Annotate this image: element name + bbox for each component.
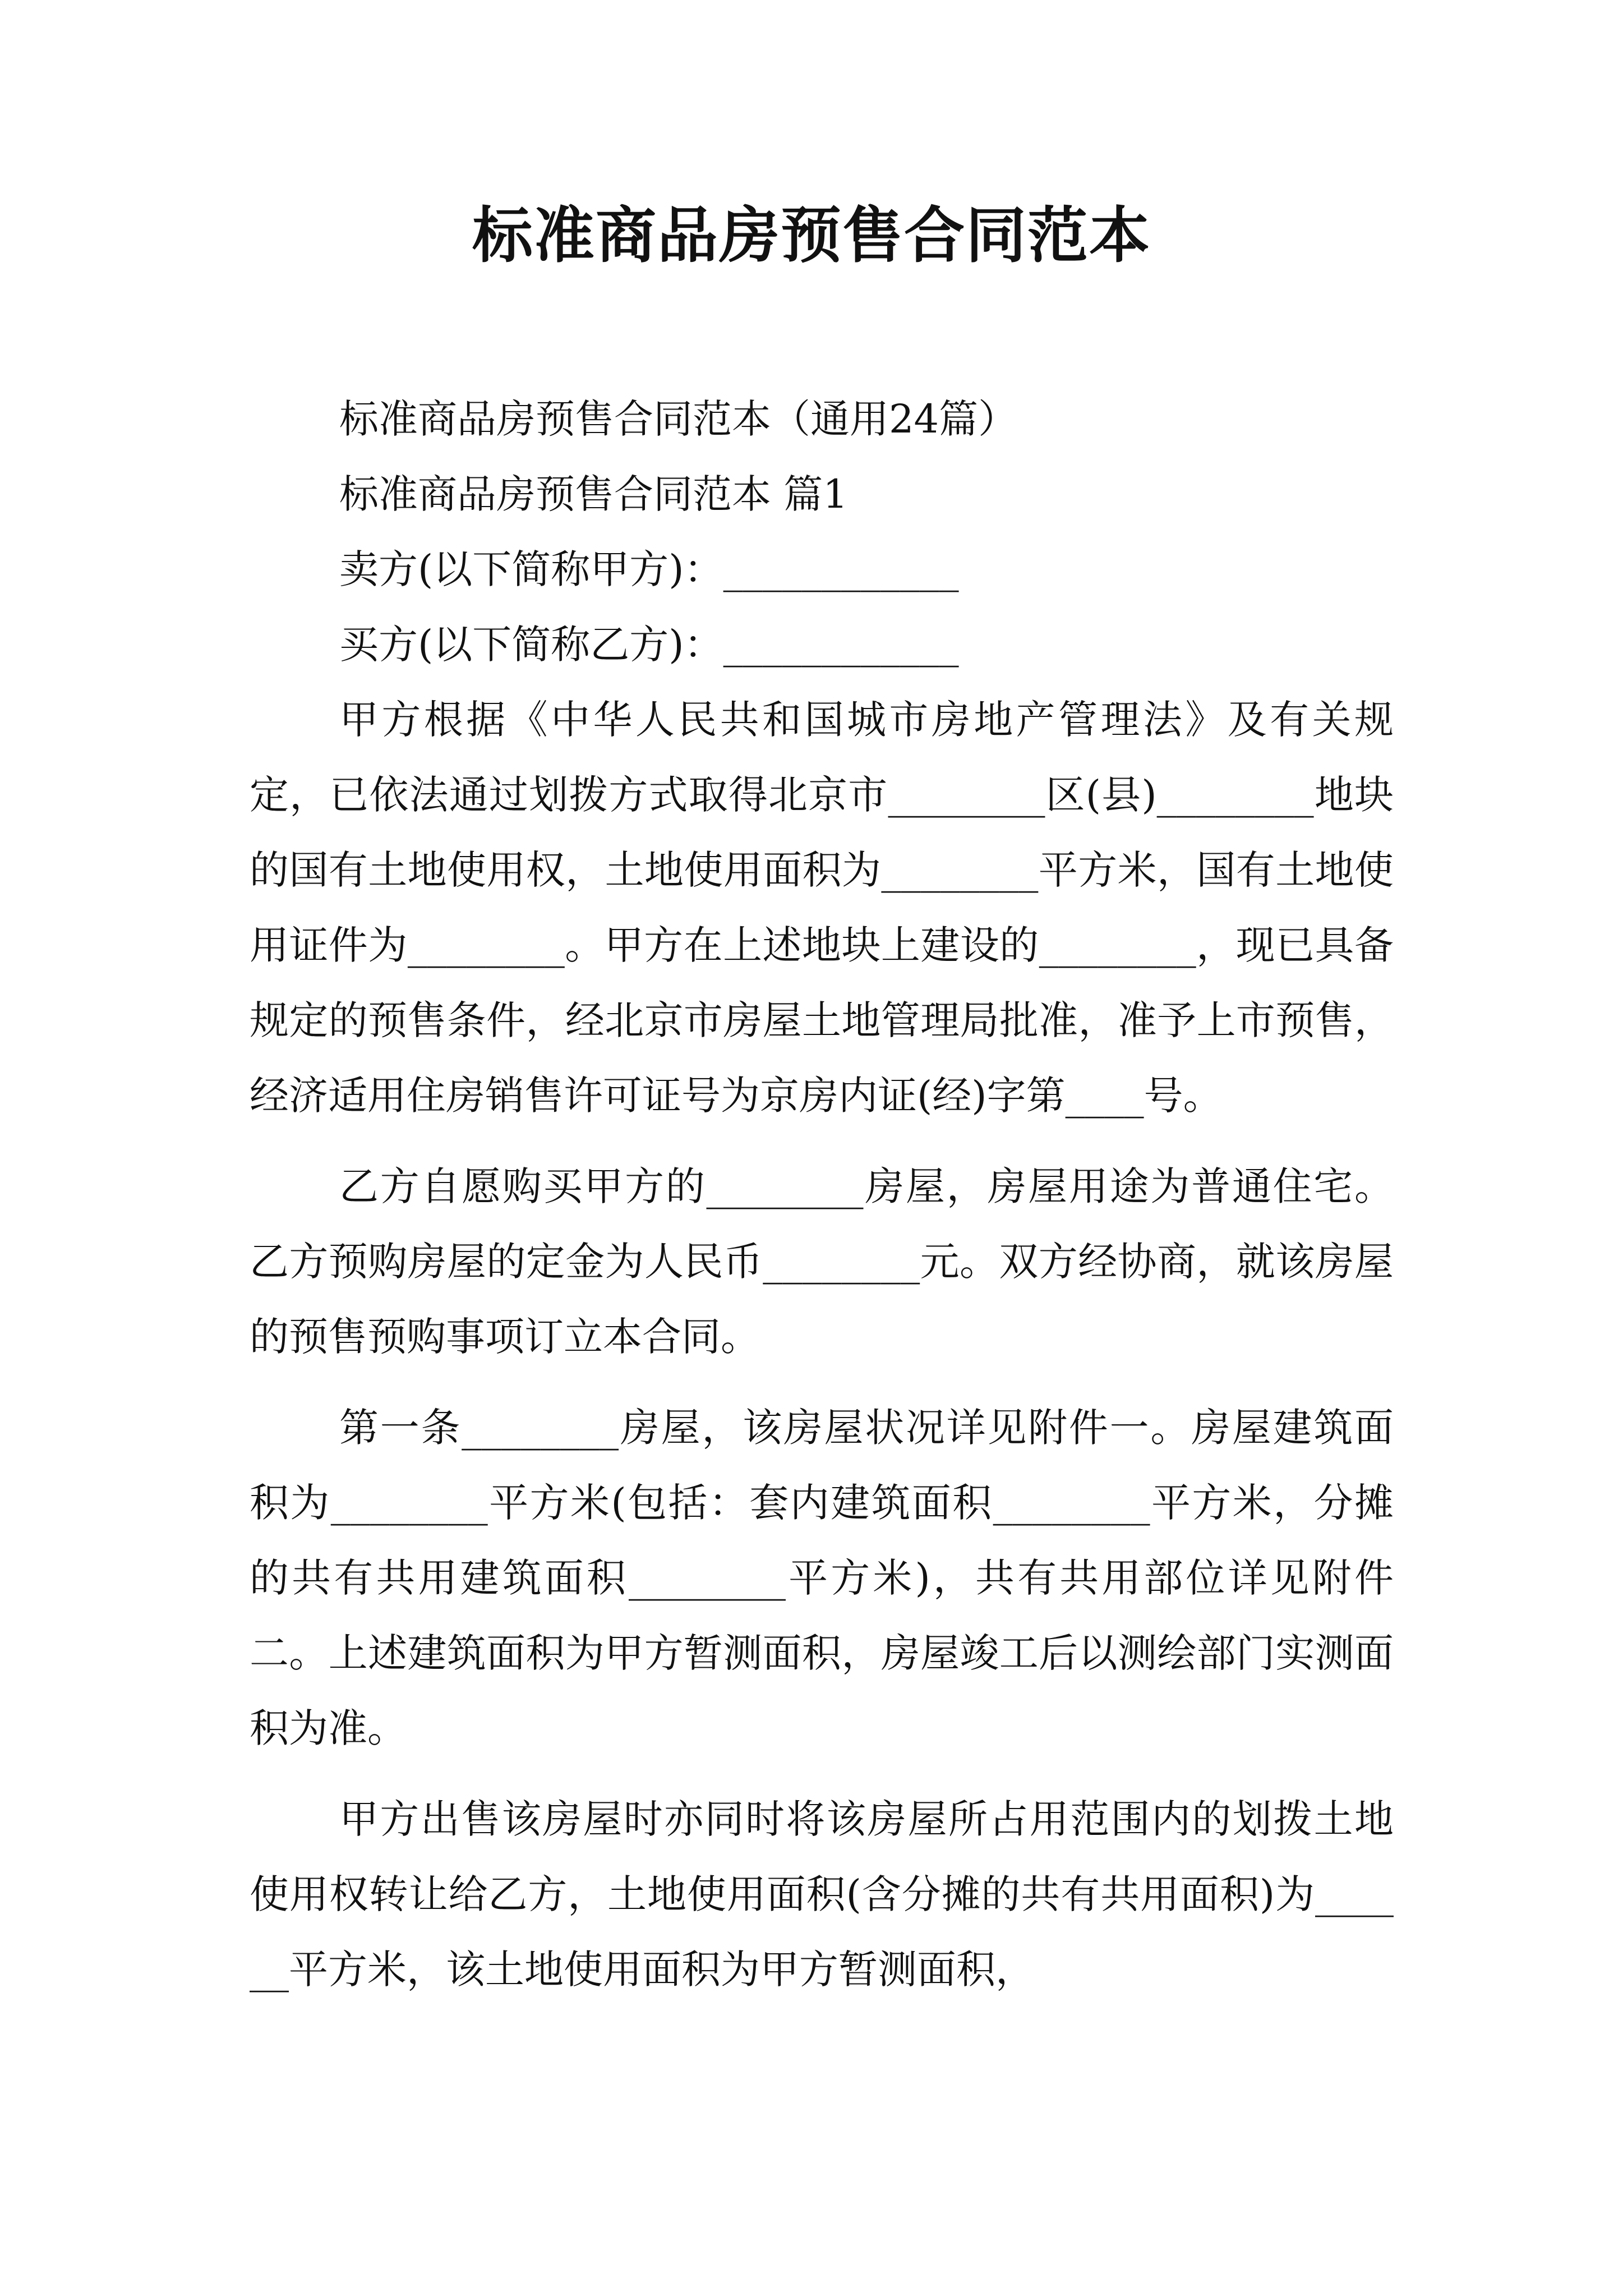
paragraph-buyer: 买方(以下简称乙方)：____________ <box>339 622 959 668</box>
paragraph-preamble: 甲方根据《中华人民共和国城市房地产管理法》及有关规定，已依法通过划拨方式取得北京市________区(县)________地块的国有土地使用权，土地使用面积为________平方米，国有土地使用证件为________。甲方在上述地块上建设的________，现已具备规定的预售条件，经北京市房屋土地管理局批准，准予上市预售，经济适用住房销售许可证号为京房内证(经)字第____号。 <box>250 697 1394 1119</box>
paragraph-purchase-intent: 乙方自愿购买甲方的________房屋，房屋用途为普通住宅。乙方预购房屋的定金为人民币________元。双方经协商，就该房屋的预售预购事项订立本合同。 <box>250 1163 1394 1360</box>
document-title: 标准商品房预售合同范本 <box>472 200 1151 271</box>
paragraph-section-heading: 标准商品房预售合同范本 篇1 <box>339 471 848 517</box>
paragraph-article-1: 第一条________房屋，该房屋状况详见附件一。房屋建筑面积为________平方米(包括：套内建筑面积________平方米，分摊的共有共用建筑面积________平方米)，共有共用部位详见附件二。上述建筑面积为甲方暂测面积，房屋竣工后以测绘部门实测面积为准。 <box>250 1405 1394 1751</box>
paragraph-seller: 卖方(以下简称甲方)：____________ <box>339 546 959 592</box>
paragraph-subtitle: 标准商品房预售合同范本（通用24篇） <box>339 396 1018 442</box>
paragraph-land-transfer: 甲方出售该房屋时亦同时将该房屋所占用范围内的划拨土地使用权转让给乙方，土地使用面积(含分摊的共有共用面积)为______平方米，该土地使用面积为甲方暂测面积， <box>250 1796 1394 1993</box>
document-body <box>250 381 1394 2007</box>
